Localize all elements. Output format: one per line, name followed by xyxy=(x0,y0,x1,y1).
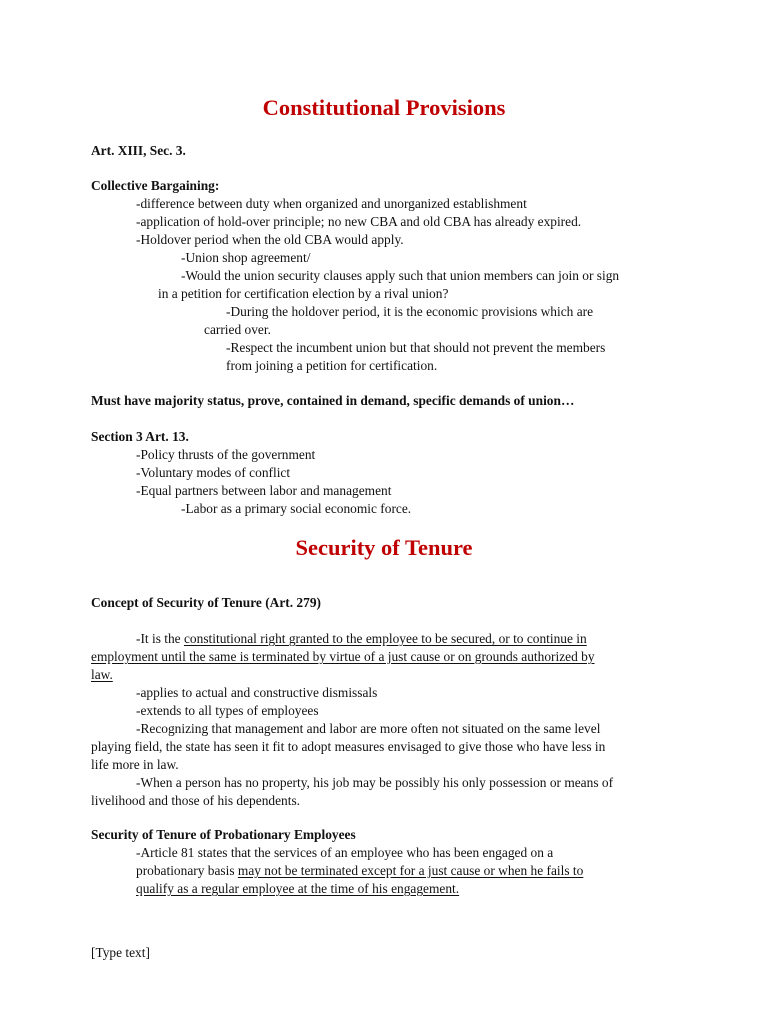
cb-line-6: in a petition for certification election by a rival union? xyxy=(158,286,449,301)
cb-line-7: -During the holdover period, it is the economic provisions which are xyxy=(226,304,594,319)
cb-line-5: -Would the union security clauses apply such that union members can join or sign xyxy=(181,268,620,283)
concept-line-3: law. xyxy=(91,667,113,682)
sec-line-2: -Voluntary modes of conflict xyxy=(136,465,291,480)
concept-line-10: livelihood and those of his dependents. xyxy=(91,793,301,808)
concept-line-4: -applies to actual and constructive dismissals xyxy=(136,685,378,700)
cb-line-8: carried over. xyxy=(204,322,271,337)
concept-line-6: -Recognizing that management and labor are more often not situated on the same level xyxy=(136,721,601,736)
concept-title: Concept of Security of Tenure (Art. 279) xyxy=(91,595,321,610)
cb-line-1: -difference between duty when organized and unorganized establishment xyxy=(136,196,527,211)
collective-bargaining-title: Collective Bargaining: xyxy=(91,178,220,193)
footer-placeholder: [Type text] xyxy=(91,945,150,960)
heading-security-of-tenure: Security of Tenure xyxy=(295,535,473,560)
section-reference: Section 3 Art. 13. xyxy=(91,429,189,444)
concept-line-2: employment until the same is terminated by virtue of a just cause or on grounds authorized by xyxy=(91,649,595,664)
sec-line-4: -Labor as a primary social economic force. xyxy=(181,501,412,516)
probationary-title: Security of Tenure of Probationary Employees xyxy=(91,827,356,842)
heading-constitutional-provisions: Constitutional Provisions xyxy=(262,95,506,120)
prob-line-2-lead: probationary basis xyxy=(136,863,238,878)
concept-line-8: life more in law. xyxy=(91,757,179,772)
prob-line-2 xyxy=(136,862,583,880)
concept-line-9: -When a person has no property, his job may be possibly his only possession or means of xyxy=(136,775,614,790)
cb-line-4: -Union shop agreement/ xyxy=(181,250,311,265)
sec-line-3: -Equal partners between labor and management xyxy=(136,483,392,498)
sec-line-1: -Policy thrusts of the government xyxy=(136,447,316,462)
concept-line-1-underlined: constitutional right granted to the employee to be secured, or to continue in xyxy=(183,631,587,646)
concept-line-1 xyxy=(136,630,587,648)
art-reference: Art. XIII, Sec. 3. xyxy=(91,143,186,158)
prob-line-1: -Article 81 states that the services of an employee who has been engaged on a xyxy=(136,845,554,860)
prob-line-2-underlined: may not be terminated except for a just cause or when he fails to xyxy=(237,863,584,878)
cb-line-9: -Respect the incumbent union but that should not prevent the members xyxy=(226,340,606,355)
prob-line-3: qualify as a regular employee at the time of his engagement. xyxy=(136,881,460,896)
majority-status-line: Must have majority status, prove, contained in demand, specific demands of union… xyxy=(91,393,575,408)
concept-line-5: -extends to all types of employees xyxy=(136,703,319,718)
concept-line-1-lead: -It is the xyxy=(136,631,184,646)
cb-line-2: -application of hold-over principle; no new CBA and old CBA has already expired. xyxy=(136,214,582,229)
cb-line-10: from joining a petition for certification. xyxy=(226,358,438,373)
concept-line-7: playing field, the state has seen it fit to adopt measures envisaged to give those who have less in xyxy=(91,739,606,754)
cb-line-3: -Holdover period when the old CBA would apply. xyxy=(136,232,404,247)
